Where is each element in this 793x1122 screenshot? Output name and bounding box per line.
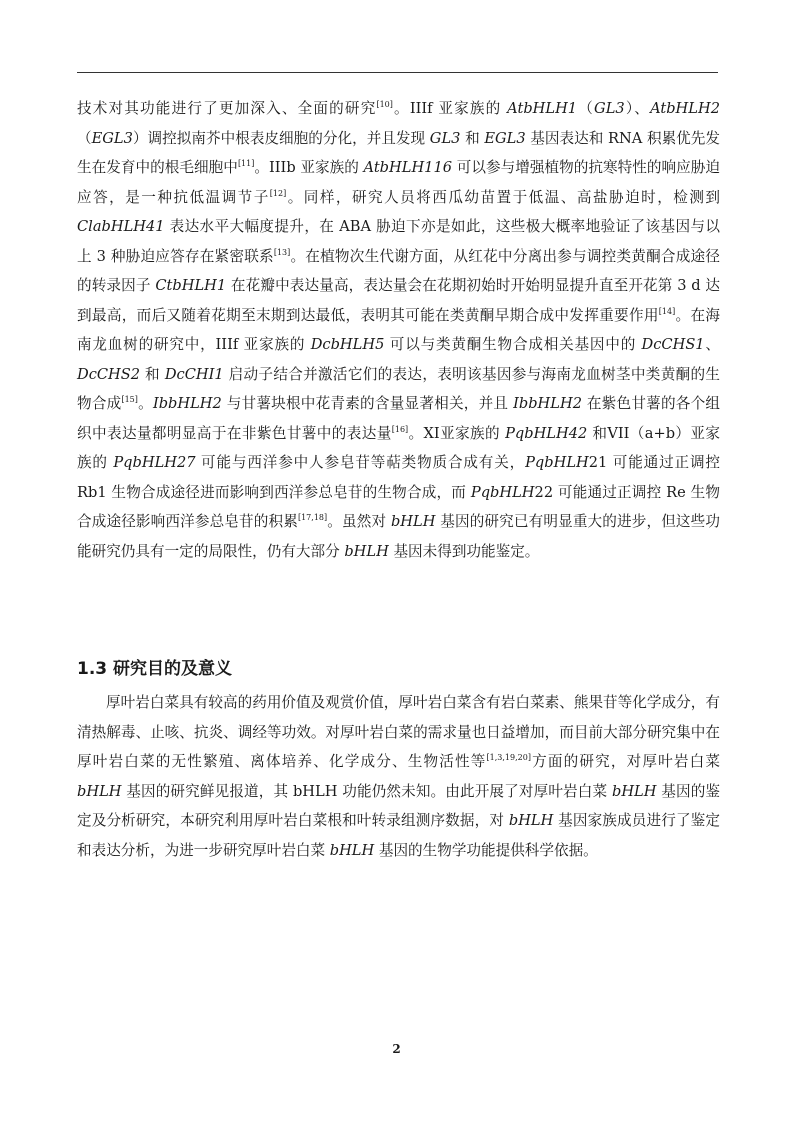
text-run: 基因的研究鲜见报道，其 bHLH 功能仍然未知。由此开展了对厚叶岩白菜 xyxy=(121,782,612,800)
text-run: 表达水平大幅度提升，在 ABA 胁迫下亦是如此，这些极大概率地验证了该基因与以上 3 种胁迫应答存在紧密联系 xyxy=(77,218,720,265)
text-run: 。 xyxy=(137,395,153,412)
text-run: 和 xyxy=(140,365,165,383)
text-run: ）、 xyxy=(624,100,651,117)
text-run: 和 xyxy=(460,129,485,147)
citation-ref: [14] xyxy=(658,306,676,316)
text-run: 方面的研究，对厚叶岩白菜 xyxy=(530,753,720,770)
section-heading: 1.3 研究目的及意义 xyxy=(77,659,233,679)
text-run: 和VII（a+b）亚家族的 xyxy=(77,424,720,471)
text-run: 。XI亚家族的 xyxy=(408,424,506,442)
gene-name: bHLH xyxy=(390,513,436,530)
text-run: 21 可能通过正调控 Rb1 生物合成途径进而影响到西洋参总皂苷的生物合成，而 xyxy=(77,454,720,501)
text-run: 可以参与增强植物的抗寒特性的响应胁迫应答，是一种抗低温调节子 xyxy=(77,159,720,206)
text-run: 。在海南龙血树的研究中，IIIf 亚家族的 xyxy=(77,306,720,353)
gene-name: AtbHLH116 xyxy=(363,159,453,176)
gene-name: bHLH xyxy=(344,542,389,560)
page-number: 2 xyxy=(392,1042,401,1056)
gene-name: IbbHLH2 xyxy=(152,395,222,412)
citation-ref: [17,18] xyxy=(297,513,328,523)
gene-name: GL3 xyxy=(594,100,625,117)
text-run: 启动子结合并激活它们的表达，表明该基因参与海南龙血树茎中类黄酮的生物合成 xyxy=(77,365,720,412)
citation-ref: [10] xyxy=(376,100,393,110)
gene-name: EGL3 xyxy=(484,129,526,147)
text-run: 厚叶岩白菜具有较高的药用价值及观赏价值，厚叶岩白菜含有岩白菜素、熊果苷等化学成分，有清热解毒、止咳、抗炎、调经等功效。对厚叶岩白菜的需求量也日益增加，而目前大部分研究集中在厚叶岩白菜的无性繁殖、离体培养、化学成分、生物活性等 xyxy=(77,694,720,770)
gene-name: ClabHLH41 xyxy=(77,218,165,235)
text-run: （ xyxy=(577,100,595,117)
citation-ref: [11] xyxy=(237,159,255,169)
gene-name: bHLH xyxy=(77,782,122,800)
text-run: 在花瓣中表达量高，表达量会在花期初始时开始明显提升直至开花第 3 d 达到最高，而后又随着花期至末期到达最低，表明其可能在类黄酮早期合成中发挥重要作用 xyxy=(77,277,721,324)
text-run: 可能与西洋参中人参皂苷等萜类物质合成有关， xyxy=(195,454,526,471)
header-rule xyxy=(77,72,718,73)
text-run: 基因未得到功能鉴定。 xyxy=(388,542,540,560)
citation-ref: [13] xyxy=(273,247,291,257)
text-run: 。虽然对 xyxy=(327,513,391,530)
citation-ref: [12] xyxy=(269,188,287,198)
gene-name: AtbHLH2 xyxy=(650,100,720,117)
text-run: 与甘薯块根中花青素的含量显著相关，并且 xyxy=(221,395,514,412)
gene-name: DcCHS1 xyxy=(641,336,705,353)
text-run: 基因表达和 RNA 积累优先发生在发育中的根毛细胞中 xyxy=(77,129,720,176)
citation-ref: [15] xyxy=(121,395,138,405)
gene-name: DcbHLH5 xyxy=(310,336,385,353)
text-run: 基因的生物学功能提供科学依据。 xyxy=(374,841,598,859)
citation-ref: [1,3,19,20] xyxy=(486,753,531,763)
gene-name: bHLH xyxy=(508,812,554,829)
gene-name: PqbHLH xyxy=(470,483,535,501)
text-run: 基因的鉴定及分析研究，本研究利用厚叶岩白菜根和叶转录组测序数据，对 xyxy=(77,782,721,829)
body-paragraph-2 xyxy=(77,688,720,865)
gene-name: GL3 xyxy=(429,129,461,147)
text-run: 基因家族成员进行了鉴定和表达分析，为进一步研究厚叶岩白菜 xyxy=(77,812,720,859)
text-run: 基因的研究已有明显重大的进步，但这些功能研究仍具有一定的局限性，仍有大部分 xyxy=(77,513,720,560)
text-run: ）调控拟南芥中根表皮细胞的分化，并且发现 xyxy=(132,129,430,147)
gene-name: PqbHLH42 xyxy=(505,424,588,442)
text-run: 。IIIb 亚家族的 xyxy=(254,159,364,176)
text-run: 在紫色甘薯的各个组织中表达量都明显高于在非紫色甘薯中的表达量 xyxy=(77,395,721,442)
gene-name: PqbHLH27 xyxy=(113,454,196,471)
gene-name: AtbHLH1 xyxy=(507,100,578,117)
citation-ref: [16] xyxy=(391,424,409,434)
gene-name: DcCHI1 xyxy=(164,365,224,383)
gene-name: DcCHS2 xyxy=(77,365,141,383)
gene-name: bHLH xyxy=(329,841,375,859)
gene-name: EGL3 xyxy=(91,129,133,147)
text-run: 。IIIf 亚家族的 xyxy=(392,100,508,117)
text-run: 可以与类黄酮生物合成相关基因中的 xyxy=(384,336,642,353)
text-run: 技术对其功能进行了更加深入、全面的研究 xyxy=(77,100,377,117)
text-run: 、 xyxy=(704,336,721,353)
text-run: 。同样，研究人员将西瓜幼苗置于低温、高盐胁迫时，检测到 xyxy=(286,188,720,206)
text-run: （ xyxy=(77,129,92,147)
gene-name: IbbHLH2 xyxy=(513,395,582,412)
body-paragraph-1 xyxy=(77,94,720,566)
gene-name: bHLH xyxy=(611,782,657,800)
text-run: 。在植物次生代谢方面，从红花中分离出参与调控类黄酮合成途径的转录因子 xyxy=(77,247,720,294)
gene-name: CtbHLH1 xyxy=(155,277,227,294)
text-run: 22 可能通过正调控 Re 生物合成途径影响西洋参总皂苷的积累 xyxy=(77,483,720,530)
gene-name: PqbHLH xyxy=(525,454,589,471)
